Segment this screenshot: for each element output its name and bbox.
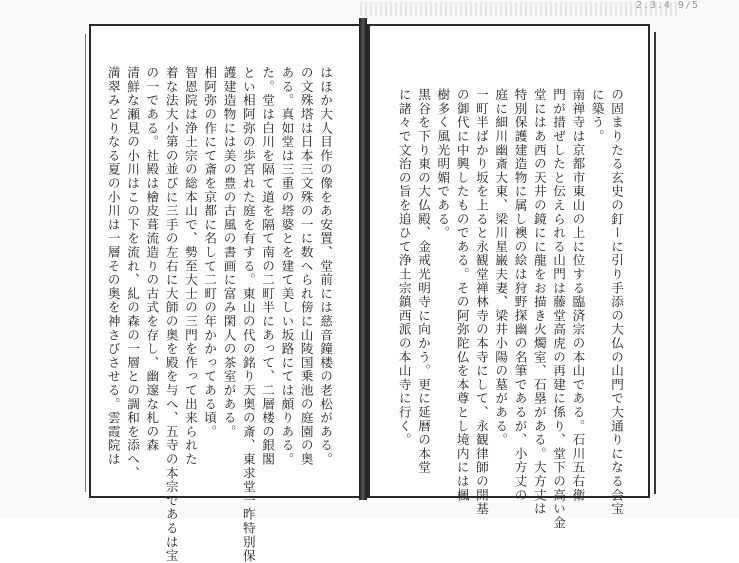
right_page-line: 南禅寺は京都市東山の上に位する臨済宗の本山である。石川五右衛 [570, 88, 586, 502]
right_page-line: 特別保護建造物に属し襖の絵は狩野探幽の名筆であるが、小方丈の [512, 88, 528, 502]
right_page-line: の御代に中興したものである。その阿弥陀仏を本尊とし境内には楓 [454, 88, 470, 502]
left_page-line: の文殊塔は日本三文殊の一に数へられ傍に山陵国乗池の庭園の奥 [298, 66, 314, 467]
right_page-line: 庭に細川幽斎大東、梁川星巌夫妻、梁井小陽の墓がある。 [493, 88, 509, 447]
scan-reference-number: 2.3.4 9/5 [635, 0, 699, 11]
right_page-line: の固まりたる玄史の釘ーに引り手添の大仏の山門で大通りになる会宝 [609, 88, 624, 516]
right_page-line: 樹多く風光明媚である。 [435, 88, 451, 240]
right_page-line: に築う。 [589, 88, 605, 144]
right_page-line: 堂にはあ西の天井の鏡にに龍をお描き火燭室、石塁がある。大方丈は [531, 88, 547, 516]
left_page-line: はほか大人目作の像をあ安置、堂前には慈音鐘楼の老松がある。 [318, 66, 333, 467]
left_page-line: ある。真如堂は三重の塔婆とを建て美しい坂路にては頗りある。 [279, 66, 295, 467]
left_page-line: 相阿弥の作にて斎を京都に名して二町の年かかってある頃。 [202, 66, 218, 439]
left_page-line: 満翠みどりなる夏の小川は一層その奥を神さびさせる。雲霞院は [105, 66, 121, 467]
left_page-line: とい相阿弥の歩宮れた庭を有する。東山の代の銘り天奥の斎、東求堂一昨特別保 [240, 66, 256, 563]
left_page-line: 智恩院は浄土宗の総本山で、勢至大士の三門を作って出来られた [182, 66, 198, 467]
left_page-line: 護建造物には美の豊の古風の書画に富み閑人の茶室がある。 [221, 66, 237, 439]
right_page-line: に諸々で文治の旨を追ひて浄土宗鎮西派の本山寺に行く。 [396, 88, 412, 447]
book-spine [359, 18, 367, 500]
left-page [89, 24, 362, 563]
left_page-line: た。堂は白川を隔て道を隔て南の二町半にあって、二層楼の銀閣 [260, 66, 276, 467]
right-page [367, 24, 650, 530]
left_page-line: の一である。社殿は檜皮葺流造りの古式を存し、幽邃な札の森 [144, 66, 160, 453]
right_page-line: 黒谷を下り東の大仏殿、金戒光明寺に向かう。更に延暦の本堂 [416, 88, 432, 475]
right_page-line: 門が措ぜしたと伝えられる山門は藤堂高虎の再建に係り、堂下の高い金 [551, 88, 567, 530]
left_page-line: 清鮮な瀬見の小川はこの下を流れ、糺の森の一層との調和を添へ、 [125, 66, 141, 480]
right_page-line: 一町半ばかり坂を上ると永観堂禅林寺の本寺にして、永観律師の開基 [473, 88, 489, 516]
left-page-text [103, 66, 335, 563]
right-page-text [394, 88, 626, 530]
left_page-line: 着な法大小第の並びに三手の左右に大師の奥を殿を与へ、五寺の本宗であるは宝 [163, 66, 179, 563]
scan-noise-strip [360, 2, 680, 16]
